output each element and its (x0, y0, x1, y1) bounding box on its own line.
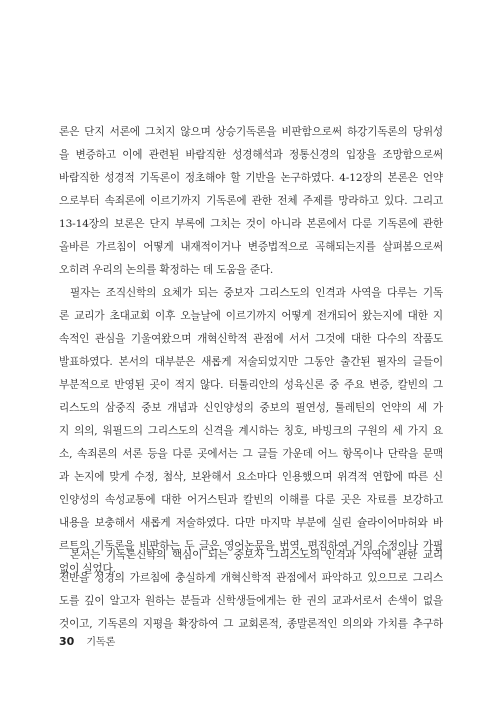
paragraph-3 (59, 544, 443, 636)
text-line: 없이 실었다. (59, 563, 116, 575)
text-line: 으로부터 속죄론에 이르기까지 기독론에 관한 전체 주제를 망라하고 있다. 그리고 (59, 195, 443, 207)
text-line: 인양성의 속성교통에 대한 어거스틴과 칼빈의 이해를 다룬 곳은 자료를 보강하고 (59, 494, 443, 506)
body-text-upper (59, 121, 443, 581)
text-line: 속적인 관심을 기울여왔으며 개혁신학적 관점에 서서 그것에 대한 다수의 작품도 (59, 333, 443, 345)
text-line: 필자는 조직신학의 요체가 되는 중보자 그리스도의 인격과 사역을 다루는 기독 (70, 287, 443, 299)
text-line: 올바른 가르침이 어떻게 내재적이거나 변증법적으로 곡해되는지를 살펴봄으로써 (59, 241, 443, 253)
text-line: 내용을 보충해서 새롭게 저술하였다. 다만 마지막 부분에 실린 슐라이어마허와 바 (59, 517, 443, 529)
text-line: 오히려 우리의 논의를 확정하는 데 도움을 준다. (59, 264, 274, 276)
text-line: 것이고, 기독론의 지평을 확장하여 그 교회론적, 종말론적인 의의와 가치를 추구하 (59, 618, 443, 630)
text-line: 론은 단지 서론에 그치지 않으며 상승기독론을 비판함으로써 하강기독론의 당위성 (59, 126, 443, 138)
text-line: 13-14장의 보론은 단지 부록에 그치는 것이 아니라 본론에서 다룬 기독론에 관한 (59, 218, 443, 230)
text-line: 을 변증하고 이에 관련된 바람직한 성경해석과 정통신경의 입장을 조망함으로써 (59, 149, 443, 161)
text-line: 지 의의, 워필드의 그리스도의 신격을 계시하는 칭호, 바빙크의 구원의 세 가지 요 (59, 425, 443, 437)
text-line: 본서는 기독론신학의 핵심이 되는 중보자 그리스도의 인격과 사역에 관한 교리 (70, 549, 443, 561)
body-text-lower (59, 544, 443, 636)
text-line: 소, 속죄론의 서론 등을 다룬 곳에서는 그 글들 가운데 어느 항목이나 단락을 문맥 (59, 448, 443, 460)
page-number: 30 (59, 635, 75, 648)
paragraph-2 (59, 282, 443, 581)
text-line: 르트의 기독론을 비판하는 두 글은 영어논문을 번역, 편집하여 거의 수정이나 가필 (59, 540, 443, 552)
text-line: 바람직한 성경적 기독론이 정초해야 할 기반을 논구하였다. 4-12장의 본론은 언약 (59, 172, 443, 184)
text-line: 전반을 성경의 가르침에 충실하게 개혁신학적 관점에서 파악하고 있으므로 그리스 (59, 572, 443, 584)
running-title: 기독론 (86, 637, 116, 648)
text-line: 도를 깊이 알고자 원하는 분들과 신학생들에게는 한 권의 교과서로서 손색이 없을 (59, 595, 443, 607)
page-footer (59, 632, 115, 648)
text-line: 발표하였다. 본서의 대부분은 새롭게 저술되었지만 그동안 출간된 필자의 글들이 (59, 356, 443, 368)
text-line: 과 논지에 맞게 수정, 첨삭, 보완해서 요소마다 인용했으며 위격적 연합에 따른 신 (59, 471, 443, 483)
text-line: 부분적으로 반영된 곳이 적지 않다. 터툴리안의 성육신론 중 주요 변증, 칼빈의 그 (59, 379, 443, 391)
text-line: 론 교리가 초대교회 이후 오늘날에 이르기까지 어떻게 전개되어 왔는지에 대한 지 (59, 310, 443, 322)
text-line: 리스도의 삼중직 중보 개념과 신인양성의 중보의 필연성, 툴레틴의 언약의 세 가 (59, 402, 443, 414)
paragraph-1 (59, 121, 443, 282)
